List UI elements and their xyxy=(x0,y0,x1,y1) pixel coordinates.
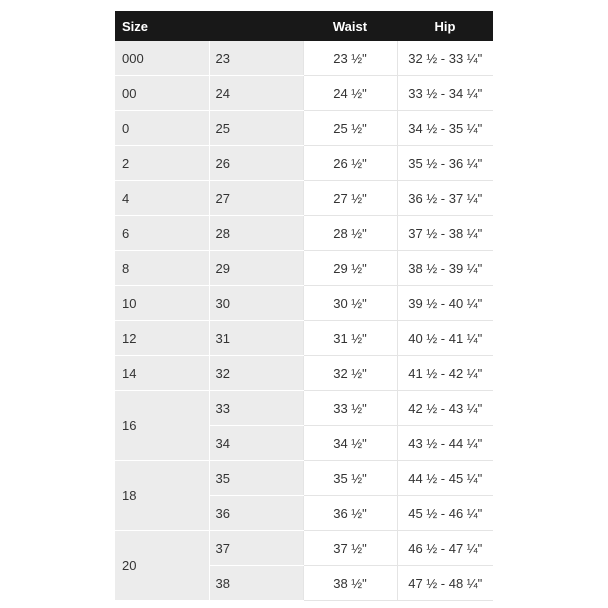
header-hip: Hip xyxy=(397,11,493,41)
waist-cell: 29 ½" xyxy=(303,251,397,286)
table-row xyxy=(115,251,493,286)
waist-cell: 24 ½" xyxy=(303,76,397,111)
waist-cell: 28 ½" xyxy=(303,216,397,251)
hip-cell: 39 ½ - 40 ¼" xyxy=(397,286,493,321)
header-waist: Waist xyxy=(303,11,397,41)
size-cell: 2 xyxy=(115,146,209,181)
waist-cell: 23 ½" xyxy=(303,41,397,76)
number-cell: 35 xyxy=(209,461,303,496)
size-cell: 4 xyxy=(115,181,209,216)
hip-cell: 45 ½ - 46 ¼" xyxy=(397,496,493,531)
number-cell: 33 xyxy=(209,391,303,426)
waist-cell: 31 ½" xyxy=(303,321,397,356)
size-cell: 14 xyxy=(115,356,209,391)
table-row xyxy=(115,146,493,181)
number-cell: 30 xyxy=(209,286,303,321)
hip-cell: 33 ½ - 34 ¼" xyxy=(397,76,493,111)
size-cell: 8 xyxy=(115,251,209,286)
waist-cell: 36 ½" xyxy=(303,496,397,531)
header-size: Size xyxy=(115,11,209,41)
hip-cell: 42 ½ - 43 ¼" xyxy=(397,391,493,426)
number-cell: 32 xyxy=(209,356,303,391)
waist-cell: 35 ½" xyxy=(303,461,397,496)
hip-cell: 34 ½ - 35 ¼" xyxy=(397,111,493,146)
waist-cell: 37 ½" xyxy=(303,531,397,566)
hip-cell: 32 ½ - 33 ¼" xyxy=(397,41,493,76)
number-cell: 25 xyxy=(209,111,303,146)
number-cell: 24 xyxy=(209,76,303,111)
size-chart-table xyxy=(115,11,493,601)
size-cell: 10 xyxy=(115,286,209,321)
table-row xyxy=(115,356,493,391)
waist-cell: 27 ½" xyxy=(303,181,397,216)
waist-cell: 38 ½" xyxy=(303,566,397,601)
number-cell: 27 xyxy=(209,181,303,216)
size-cell: 000 xyxy=(115,41,209,76)
hip-cell: 44 ½ - 45 ¼" xyxy=(397,461,493,496)
number-cell: 28 xyxy=(209,216,303,251)
waist-cell: 30 ½" xyxy=(303,286,397,321)
size-cell: 16 xyxy=(115,391,209,461)
size-cell: 20 xyxy=(115,531,209,601)
table-row xyxy=(115,286,493,321)
waist-cell: 25 ½" xyxy=(303,111,397,146)
hip-cell: 37 ½ - 38 ¼" xyxy=(397,216,493,251)
hip-cell: 41 ½ - 42 ¼" xyxy=(397,356,493,391)
waist-cell: 34 ½" xyxy=(303,426,397,461)
size-cell: 0 xyxy=(115,111,209,146)
table-row xyxy=(115,216,493,251)
table-row xyxy=(115,181,493,216)
number-cell: 31 xyxy=(209,321,303,356)
number-cell: 36 xyxy=(209,496,303,531)
size-cell: 18 xyxy=(115,461,209,531)
header-number xyxy=(209,11,303,41)
table-row xyxy=(115,41,493,76)
size-cell: 12 xyxy=(115,321,209,356)
number-cell: 34 xyxy=(209,426,303,461)
number-cell: 37 xyxy=(209,531,303,566)
size-cell: 00 xyxy=(115,76,209,111)
size-cell: 6 xyxy=(115,216,209,251)
number-cell: 29 xyxy=(209,251,303,286)
hip-cell: 43 ½ - 44 ¼" xyxy=(397,426,493,461)
table-row xyxy=(115,461,493,496)
table-row xyxy=(115,321,493,356)
hip-cell: 46 ½ - 47 ¼" xyxy=(397,531,493,566)
hip-cell: 38 ½ - 39 ¼" xyxy=(397,251,493,286)
hip-cell: 47 ½ - 48 ¼" xyxy=(397,566,493,601)
table-row xyxy=(115,76,493,111)
hip-cell: 40 ½ - 41 ¼" xyxy=(397,321,493,356)
waist-cell: 33 ½" xyxy=(303,391,397,426)
hip-cell: 35 ½ - 36 ¼" xyxy=(397,146,493,181)
table-row xyxy=(115,111,493,146)
waist-cell: 26 ½" xyxy=(303,146,397,181)
number-cell: 26 xyxy=(209,146,303,181)
number-cell: 38 xyxy=(209,566,303,601)
table-row xyxy=(115,391,493,426)
number-cell: 23 xyxy=(209,41,303,76)
table-row xyxy=(115,531,493,566)
waist-cell: 32 ½" xyxy=(303,356,397,391)
table-header-row xyxy=(115,11,493,41)
hip-cell: 36 ½ - 37 ¼" xyxy=(397,181,493,216)
